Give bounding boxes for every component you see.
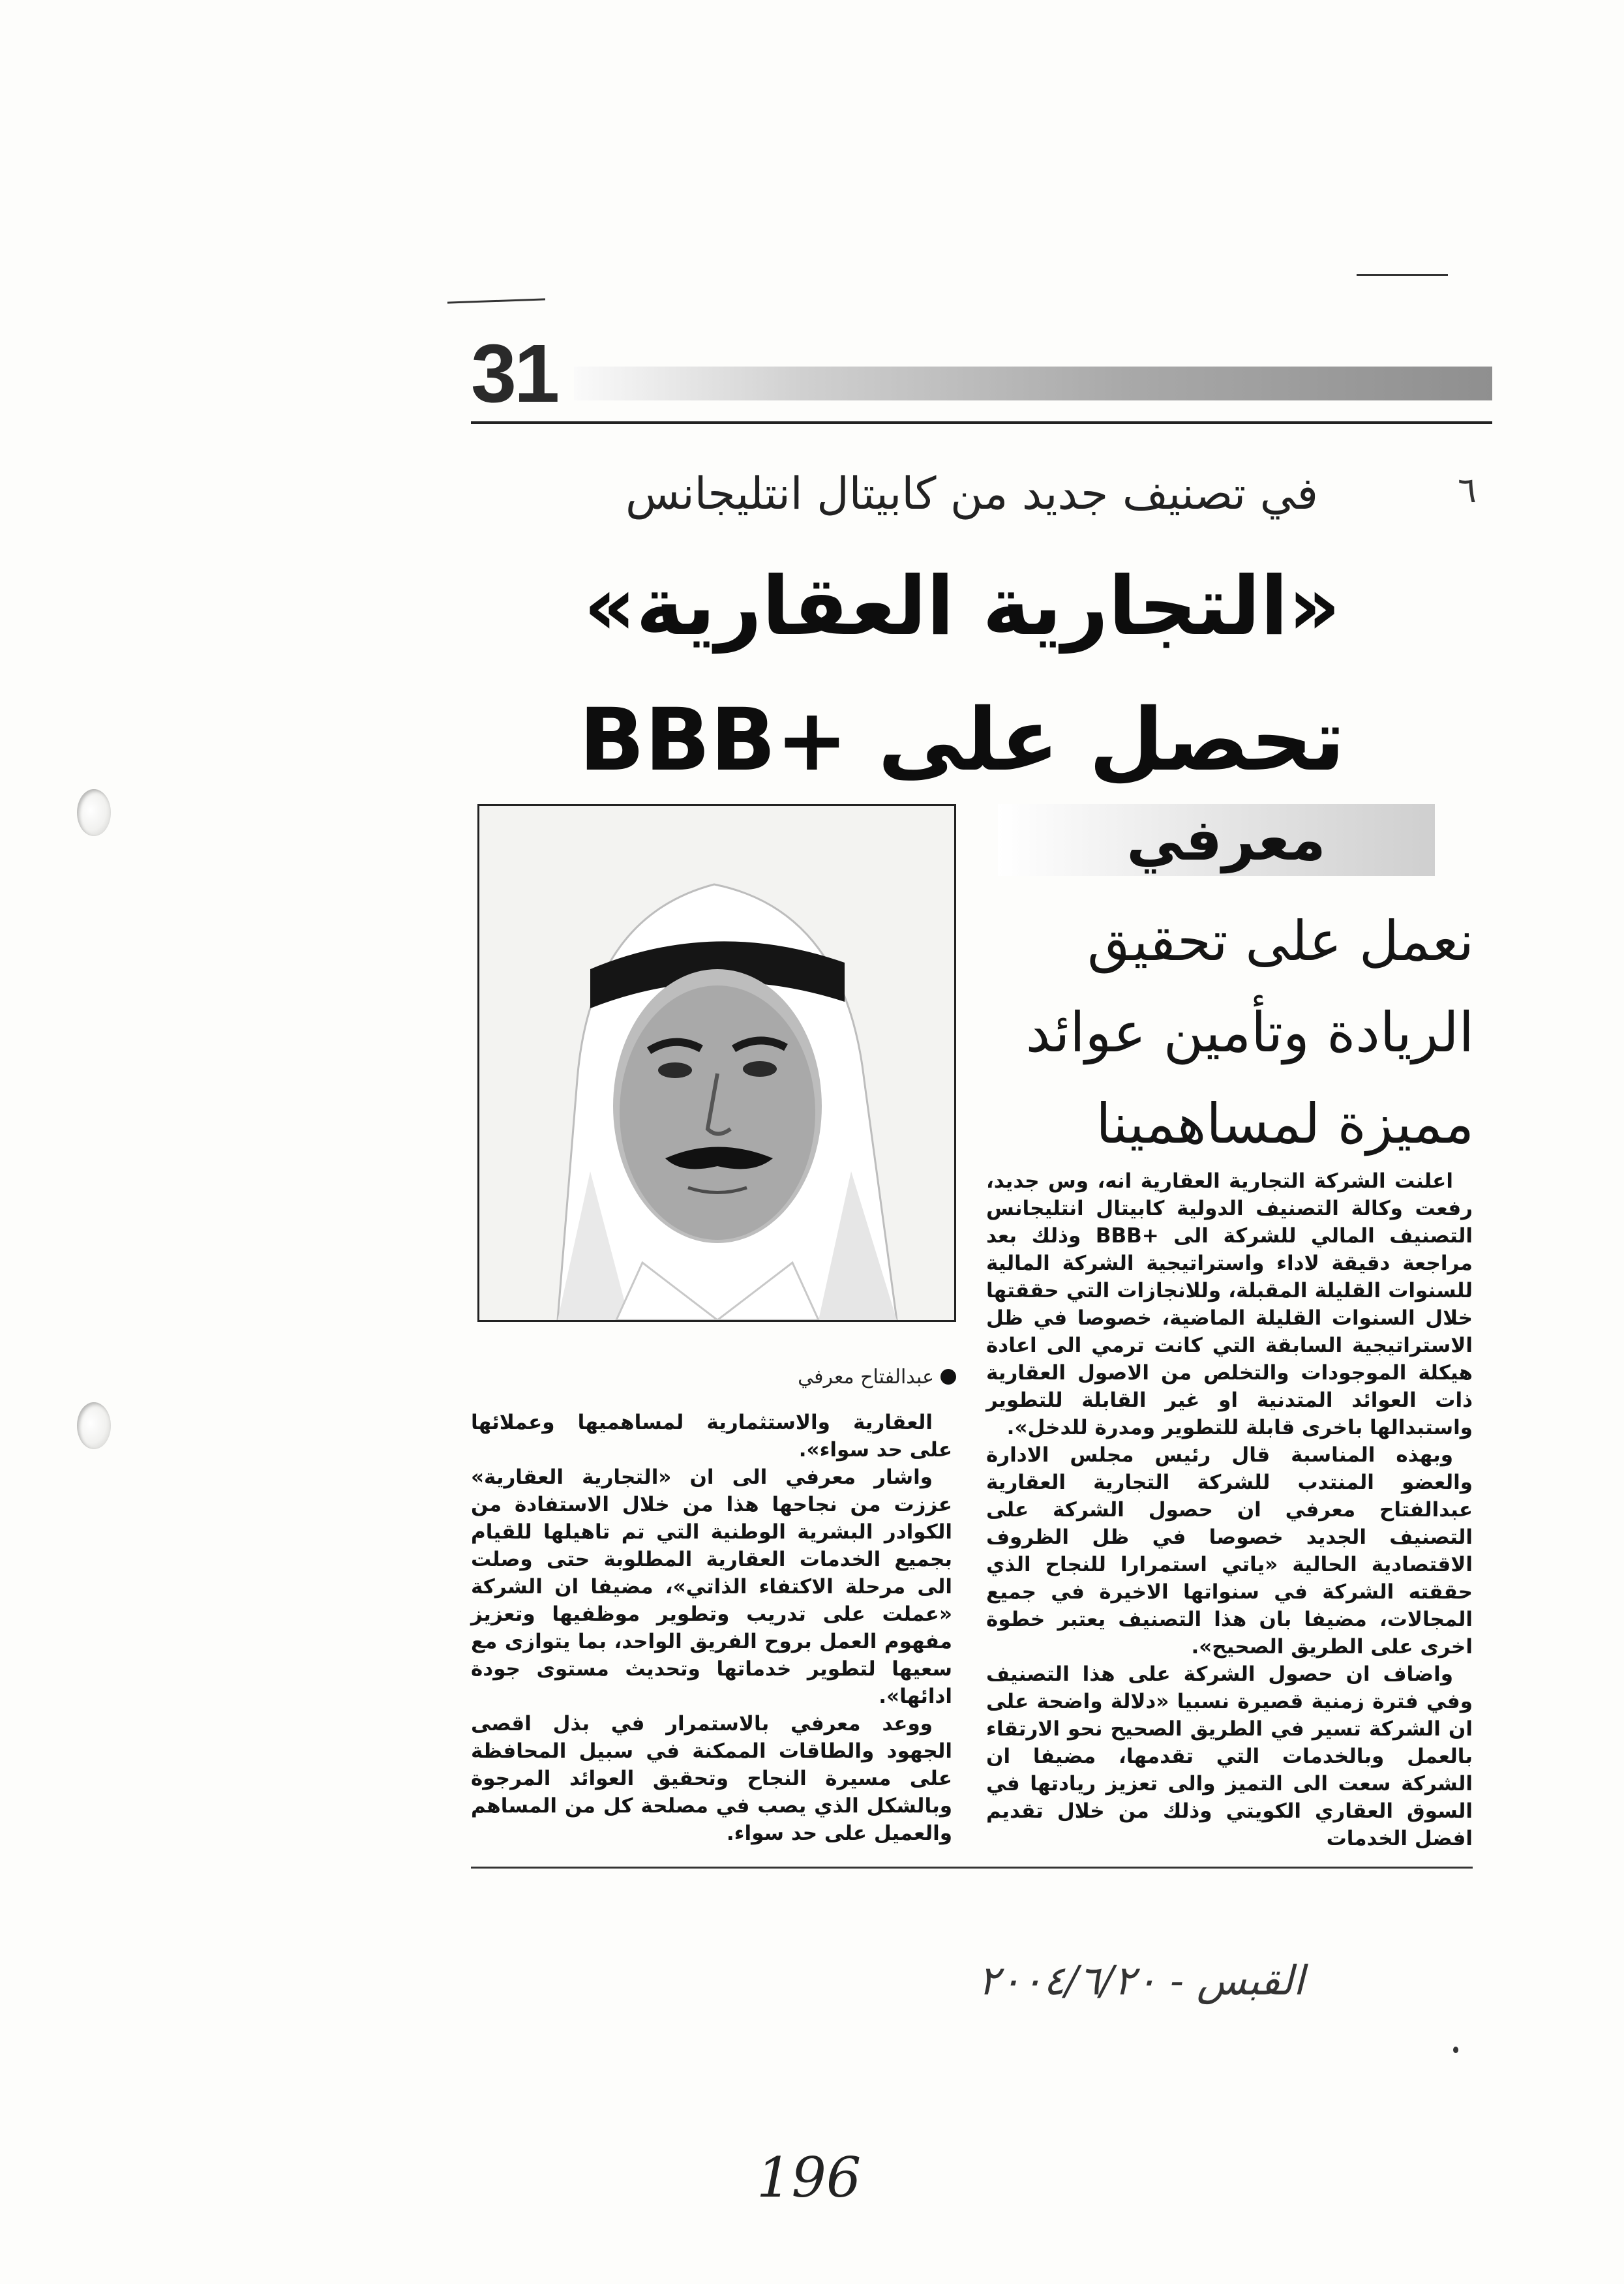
subhead-name: معرفي — [1126, 806, 1326, 873]
deck-line-3: مميزة لمساهمينا — [1096, 1092, 1474, 1156]
article-bottom-rule — [471, 1867, 1473, 1869]
header-gradient-bar — [574, 367, 1492, 400]
article-column-right — [986, 1167, 1473, 1850]
binder-hole-bottom — [77, 1402, 111, 1449]
handwritten-source-date: القبس - ٢٠٠٤/٦/٢٠ — [978, 1957, 1304, 2004]
main-headline-line2: تحصل على +BBB — [579, 690, 1346, 790]
article-paragraph: العقارية والاستثمارية لمساهميها وعملائها على حد سواء». — [471, 1411, 952, 1462]
portrait-illustration — [479, 806, 954, 1320]
margin-mark: ٦ — [1458, 470, 1477, 511]
photo-caption-text: عبدالفتاح معرفي — [798, 1366, 934, 1389]
scan-mark-top-right — [1357, 274, 1448, 276]
article-paragraph: ووعد معرفي بالاستمرار في بذل اقصى الجهود والطاقات الممكنة في سبيل المحافظة على مسيرة النجاح وتحقيق العوائد المرجوة وبالشكل الذي يصب في مصلحة كل من المساهم والعميل على حد سواء. — [471, 1712, 952, 1845]
scan-mark-top-left — [447, 298, 545, 303]
article-column-left — [471, 1409, 952, 1852]
deck-line-1: نعمل على تحقيق — [1087, 909, 1474, 973]
header-rule — [471, 421, 1492, 424]
main-headline-line1: «التجارية العقارية» — [583, 560, 1341, 654]
article-paragraph: واشار معرفي الى ان «التجارية العقارية» عززت من نجاحها هذا من خلال الاستفادة من الكوادر البشرية الوطنية التي تم تاهيلها للقيام بجميع الخدمات العقارية المطلوبة حتى وصلت الى مرحلة الاكتفاء الذاتي»، مضيفا ان الشركة «عملت على تدريب وتطوير موظفيها وتعزيز مفهوم العمل بروح الفريق الواحد، بما يتوازى مع سعيها لتطوير خدماتها وتحديث مستوى جودة ادائها». — [471, 1465, 952, 1708]
binder-hole-top — [77, 789, 111, 836]
portrait-photo — [477, 804, 956, 1322]
deck-line-2: الريادة وتأمين عوائد — [1025, 1000, 1474, 1064]
handwritten-page-number: 196 — [757, 2146, 862, 2210]
kicker-headline: في تصنيف جديد من كابيتال انتليجانس — [625, 468, 1318, 520]
page-number: 31 — [471, 327, 558, 419]
article-paragraph: واضاف ان حصول الشركة على هذا التصنيف وفي فترة زمنية قصيرة نسبيا «دلالة واضحة على ان الشركة تسير في الطريق الصحيح نحو الارتقاء بالعمل وبالخدمات التي تقدمها، مضيفا ان الشركة سعت الى التميز والى تعزيز ريادتها في السوق العقاري الكويتي وذلك من خلال تقديم افضل الخدمات — [986, 1662, 1473, 1850]
bullet-icon — [940, 1369, 956, 1385]
article-paragraph: وبهذه المناسبة قال رئيس مجلس الادارة والعضو المنتدب للشركة التجارية العقارية عبدالفتاح معرفي ان حصول الشركة على التصنيف الجديد خصوصا في ظل الظروف الاقتصادية الحالية «ياتي استمرارا للنجاح الذي حققته الشركة في سنواتها الاخيرة في جميع المجالات، مضيفا بان هذا التصنيف يعتبر خطوة اخرى على الطريق الصحيح». — [986, 1443, 1473, 1659]
ink-speck — [1453, 2047, 1458, 2053]
photo-caption — [587, 1366, 956, 1402]
article-paragraph: اعلنت الشركة التجارية العقارية انه، وس جديد، رفعت وكالة التصنيف الدولية كابيتال انتليجانس التصنيف المالي للشركة الى +BBB وذلك بعد مراجعة دقيقة لاداء واستراتيجية الشركة المالية للسنوات القليلة المقبلة، وللانجازات التي حققتها خلال السنوات القليلة الماضية، خصوصا في ظل الاستراتيجية السابقة التي كانت ترمي الى اعادة هيكلة الموجودات والتخلص من الاصول العقارية ذات العوائد المتدنية او غير القابلة للتطوير واستبدالها باخرى قابلة للتطوير ومدرة للدخل». — [986, 1169, 1473, 1439]
